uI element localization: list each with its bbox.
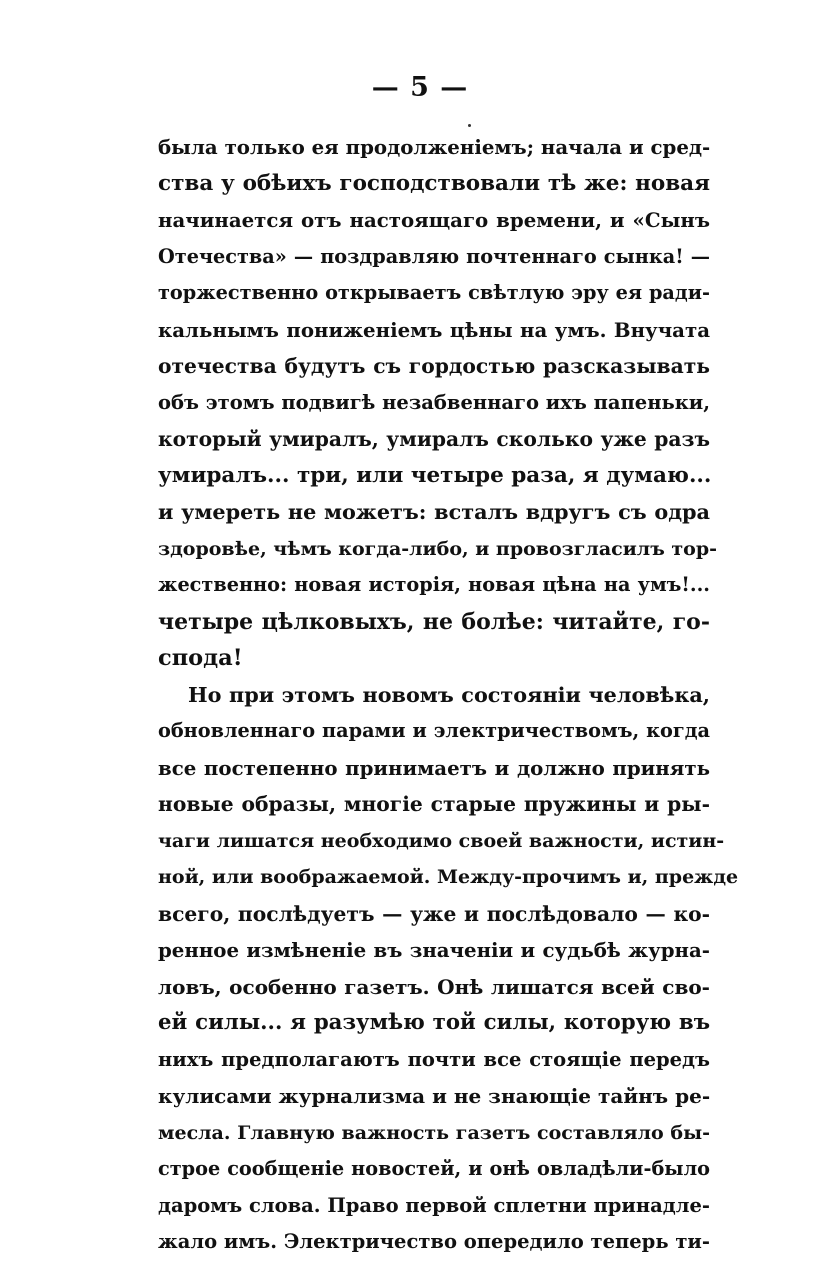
paragraph-start-line: Но при этомъ новомъ состоянiи человѣка, bbox=[188, 682, 710, 707]
text-line: жественно: новая исторiя, новая цѣна на умъ!... bbox=[158, 573, 710, 596]
print-speck bbox=[468, 124, 471, 127]
text-line: была только ея продолженiемъ; начала и сред- bbox=[158, 135, 711, 159]
text-line: отечества будутъ съ гордостью разсказывать bbox=[158, 354, 710, 378]
text-line: объ этомъ подвигѣ незабвеннаго ихъ папеньки, bbox=[158, 390, 711, 414]
text-line: Отечества» — поздравляю почтеннаго сынка! — bbox=[158, 244, 710, 268]
text-line: чаги лишатся необходимо своей важности, истин- bbox=[158, 829, 725, 852]
text-line: который умиралъ, умиралъ сколько уже разъ bbox=[158, 427, 710, 451]
text-line: нихъ предполагаютъ почти все стоящiе передъ bbox=[158, 1047, 710, 1071]
text-line: ловъ, особенно газетъ. Онѣ лишатся всей сво- bbox=[158, 974, 710, 999]
text-line: кальнымъ пониженiемъ цѣны на умъ. Внучата bbox=[158, 317, 710, 342]
text-line: месла. Главную важность газетъ составляло бы- bbox=[158, 1121, 710, 1144]
text-line: торжественно открываетъ свѣтлую эру ея ради- bbox=[158, 281, 710, 304]
text-line: кулисами журнализма и не знающiе тайнъ ре- bbox=[158, 1084, 711, 1108]
text-line: ренное измѣненiе въ значенiи и судьбѣ журна- bbox=[158, 938, 710, 962]
text-line: здоровѣе, чѣмъ когда-либо, и провозгласилъ тор- bbox=[158, 537, 718, 560]
text-line: все постепенно принимаетъ и должно принять bbox=[158, 755, 710, 780]
text-line: всего, послѣдуетъ — уже и послѣдовало — ко- bbox=[158, 901, 710, 926]
text-line: четыре цѣлковыхъ, не болѣе: читайте, го- bbox=[158, 608, 710, 635]
text-line: строе сообщенiе новостей, и онѣ овладѣли-было bbox=[158, 1157, 710, 1180]
text-line: обновленнаго парами и электричествомъ, когда bbox=[158, 719, 710, 742]
body-text bbox=[158, 129, 739, 1261]
text-line: жало имъ. Электричество опередило теперь ти- bbox=[158, 1230, 710, 1253]
text-line: начинается отъ настоящаго времени, и «Сынъ bbox=[158, 208, 710, 232]
text-line: новые образы, многiе старые пружины и ры- bbox=[158, 792, 710, 816]
text-line: ной, или воображаемой. Между-прочимъ и, прежде bbox=[158, 866, 739, 888]
text-line: даромъ слова. Право первой сплетни принадле- bbox=[158, 1193, 710, 1217]
text-line: ства у обѣихъ господствовали тѣ же: новая bbox=[158, 170, 710, 196]
page-number: — 5 — bbox=[371, 72, 469, 103]
paragraph-end-line: спода! bbox=[158, 645, 243, 671]
text-line: умиралъ... три, или четыре раза, я думаю... bbox=[158, 462, 712, 488]
text-line: ей силы... я разумѣю той силы, которую въ bbox=[158, 1010, 710, 1035]
text-line: и умереть не можетъ: всталъ вдругъ съ одра bbox=[158, 500, 710, 524]
